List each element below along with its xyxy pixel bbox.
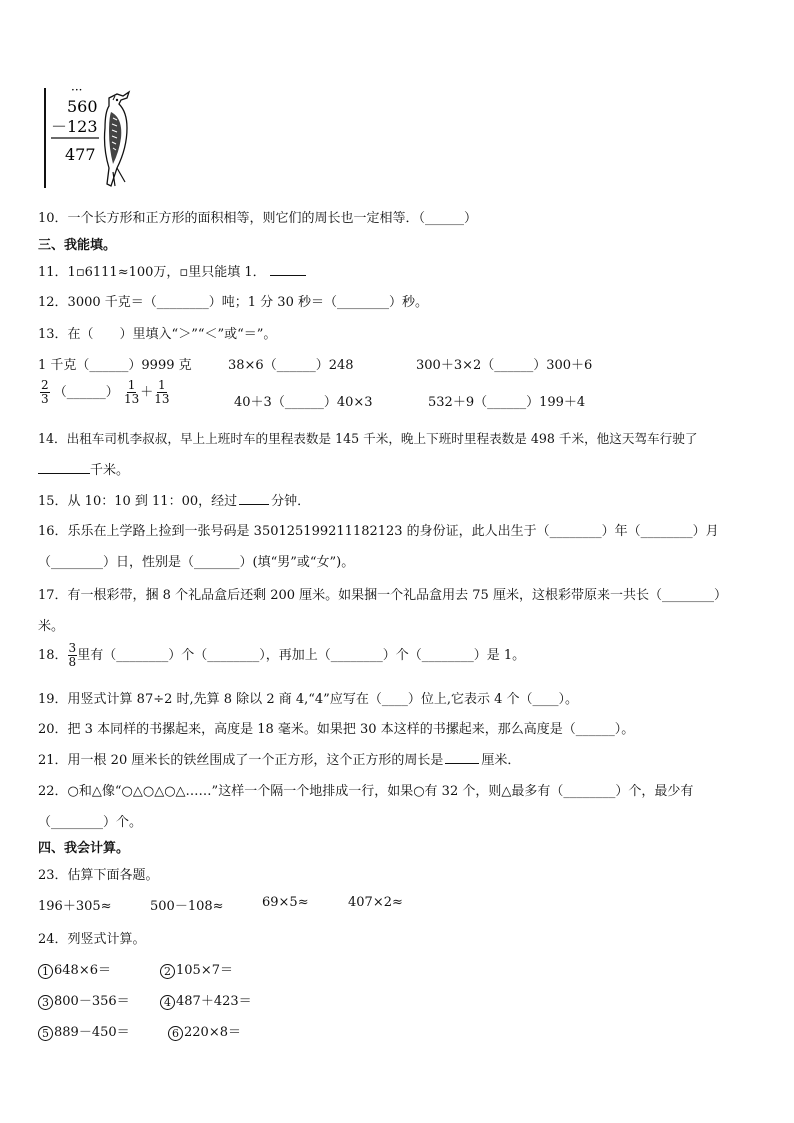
fraction-three-eighths: $\frac{3}{8}$ bbox=[68, 641, 77, 669]
question-11-text: 11．1▫6111≈100万，▫里只能填 1． bbox=[38, 265, 266, 280]
answer-blank[interactable] bbox=[445, 752, 479, 764]
estimate-item-4: 407×2≈ bbox=[348, 895, 403, 910]
question-22-line1: 22．○和△像“○△○△○△……”这样一个隔一个地排成一行，如果○有 32 个，则△最多有（________）个，最少有 bbox=[38, 784, 694, 799]
question-12: 12．3000 千克＝（________）吨；1 分 30 秒＝（________）秒。 bbox=[38, 295, 428, 310]
question-16-line1: 16．乐乐在上学路上捡到一张号码是 350125199211182123 的身份证，此人出生于（________）年（________）月 bbox=[38, 524, 719, 539]
question-23: 23．估算下面各题。 bbox=[38, 868, 159, 883]
question-17-line1: 17．有一根彩带，捆 8 个礼品盒后还剩 200 厘米。如果捆一个礼品盒用去 75 厘米，这根彩带原来一共长（________） bbox=[38, 588, 727, 603]
calc-item-5: 5 889－450＝ bbox=[38, 1021, 130, 1041]
calc-item-4: 4 487＋423＝ bbox=[160, 990, 252, 1010]
minuend: 560 bbox=[67, 97, 98, 116]
question-13: 13．在（ ）里填入“＞”“＜”或“＝”。 bbox=[38, 327, 277, 342]
vertical-subtraction-figure bbox=[43, 88, 143, 190]
fraction-one-thirteenth: $\frac{1}{13}$ bbox=[123, 378, 140, 406]
estimate-item-2: 500－108≈ bbox=[150, 899, 224, 914]
subtrahend: －123 bbox=[51, 117, 98, 136]
calc-item-1: 1 648×6＝ bbox=[38, 959, 111, 979]
q13-row1-a: 1 千克（______）9999 克 bbox=[38, 358, 192, 373]
carry-dots: ··· bbox=[71, 88, 83, 97]
plus-sign: ＋ bbox=[140, 385, 154, 400]
fraction-one-thirteenth-2: $\frac{1}{13}$ bbox=[154, 378, 170, 406]
compare-blank: （______） bbox=[53, 385, 119, 400]
q13-row2-c: 532＋9（______）199＋4 bbox=[428, 395, 586, 410]
woodpecker-icon bbox=[105, 92, 130, 186]
question-15: 15．从 10：10 到 11：00，经过 分钟． bbox=[38, 494, 311, 509]
section-3-heading: 三、我能填。 bbox=[38, 238, 117, 253]
question-24: 24．列竖式计算。 bbox=[38, 932, 146, 947]
answer-blank[interactable] bbox=[270, 264, 306, 276]
question-22-line2: （________）个。 bbox=[38, 815, 143, 830]
calc-item-6: 6 220×8＝ bbox=[168, 1021, 241, 1041]
question-20: 20．把 3 本同样的书摞起来，高度是 18 毫米。如果把 30 本这样的书摞起来，那么高度是（______）。 bbox=[38, 722, 635, 737]
question-17-line2: 米。 bbox=[38, 619, 65, 634]
q13-row2-b: 40＋3（______）40×3 bbox=[234, 395, 373, 410]
subtraction-svg bbox=[43, 88, 143, 190]
question-14-line2: 千米。 bbox=[38, 459, 129, 478]
question-21: 21．用一根 20 厘米长的铁丝围成了一个正方形，这个正方形的周长是 厘米． bbox=[38, 753, 521, 768]
question-19: 19．用竖式计算 87÷2 时,先算 8 除以 2 商 4,“4”应写在（____）位上,它表示 4 个（____）。 bbox=[38, 692, 578, 707]
q13-row1-b: 38×6（______）248 bbox=[228, 358, 354, 373]
calc-item-2: 2 105×7＝ bbox=[160, 959, 233, 979]
question-11 bbox=[38, 261, 306, 280]
difference: 477 bbox=[65, 145, 96, 164]
fraction-two-thirds: $\frac{2}{3}$ bbox=[41, 378, 49, 406]
section-4-heading: 四、我会计算。 bbox=[38, 841, 130, 856]
estimate-item-1: 196＋305≈ bbox=[38, 899, 112, 914]
q13-row1-c: 300＋3×2（______）300＋6 bbox=[416, 358, 593, 373]
q13-row2-a bbox=[40, 379, 171, 406]
question-18: 18． $\frac{3}{8}$ 里有（________）个（________），再加上（________）个（________）是 1。 bbox=[38, 641, 526, 669]
question-14-line1: 14．出租车司机李叔叔，早上上班时车的里程表数是 145 千米，晚上下班时里程表数是 498 千米，他这天驾车行驶了 bbox=[38, 431, 698, 446]
calc-item-3: 3 800－356＝ bbox=[38, 990, 130, 1010]
answer-blank[interactable] bbox=[239, 493, 269, 505]
answer-blank[interactable] bbox=[38, 462, 90, 474]
question-16-line2: （________）日，性别是（_______）(填“男”或“女”)。 bbox=[38, 555, 355, 570]
question-10: 10．一个长方形和正方形的面积相等，则它们的周长也一定相等．（______） bbox=[38, 211, 478, 226]
estimate-item-3: 69×5≈ bbox=[262, 895, 309, 910]
